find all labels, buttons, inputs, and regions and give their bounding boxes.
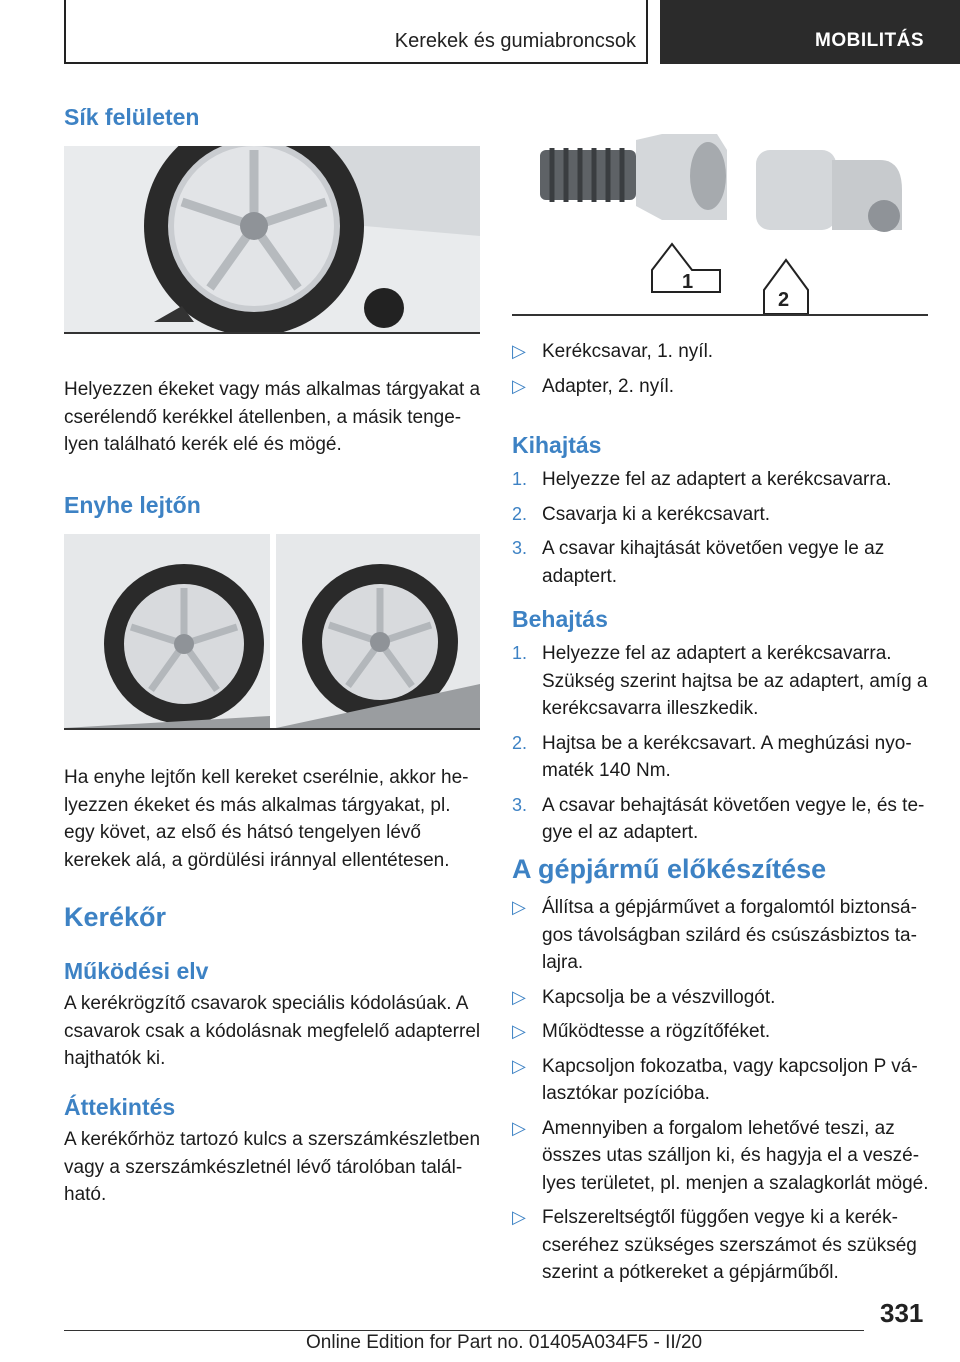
list-item: ▷ Felszereltségtől függően vegye ki a kerékcseréhez szükséges szerszámot és szükség szerint a pótkereket a gépjárműből. <box>512 1204 932 1287</box>
heading-enyhe-lejton: Enyhe lejtőn <box>64 492 201 518</box>
paragraph-sik: Helyezzen ékeket vagy más alkalmas tárgyakat a cserélendő kerékkel átellenben, a másik tengelyen található kerék elé és mögé. <box>64 379 481 455</box>
paragraph-attekintes: A kerékőrhöz tartozó kulcs a szerszámkészletben vagy a szerszámkészletnél lévő tárolóban található. <box>64 1129 481 1205</box>
heading-kihajtas: Kihajtás <box>512 432 602 458</box>
list-item: 3. A csavar behajtását követően vegye le, és tegye el az adaptert. <box>512 794 925 843</box>
triangle-bullet-icon: ▷ <box>512 1055 526 1076</box>
header-section-box <box>64 0 648 64</box>
heading-mukodesi-elv: Működési elv <box>64 958 209 984</box>
parts-list <box>512 338 932 407</box>
list-item: 3. A csavar kihajtását követően vegye le az adaptert. <box>512 538 885 587</box>
wheel-chock-flat-image <box>64 146 480 334</box>
prep-list <box>512 894 932 1294</box>
chapter-title: MOBILITÁS <box>815 30 924 51</box>
heading-kerekor: Kerékőr <box>64 902 167 932</box>
list-item: ▷ Kapcsoljon fokozatba, vagy kapcsoljon P választókar pozícióba. <box>512 1053 932 1108</box>
wheel-chock-slope-image <box>64 534 480 730</box>
list-item: 2. Csavarja ki a kerékcsavart. <box>512 503 771 525</box>
callout-1: 1 <box>682 271 694 293</box>
list-item: ▷ Állítsa a gépjárművet a forgalomtól biztonságos távolságban szilárd és csúszásbiztos talajra. <box>512 894 932 977</box>
triangle-bullet-icon: ▷ <box>512 1117 526 1138</box>
edition-text: Online Edition for Part no. 01405A034F5 - II/20 <box>306 1332 703 1353</box>
triangle-bullet-icon: ▷ <box>512 375 526 396</box>
triangle-bullet-icon: ▷ <box>512 1021 526 1041</box>
list-item: 1. Helyezze fel az adaptert a kerékcsavarra. Szükség szerint hajtsa be az adaptert, amíg a kerékcsavarra illeszkedik. <box>512 643 928 719</box>
kihajtas-steps <box>512 466 932 597</box>
list-item: ▷ Működtesse a rögzítőféket. <box>512 1018 932 1046</box>
list-item: 1. Helyezze fel az adaptert a kerékcsavarra. <box>512 469 892 490</box>
list-item: ▷ Kapcsolja be a vészvillogót. <box>512 984 932 1012</box>
triangle-bullet-icon: ▷ <box>512 341 526 361</box>
paragraph-mukodesi: A kerékrögzítő csavarok speciális kódolásúak. A csavarok csak a kódolásnak megfelelő adapterrel hajthatók ki. <box>64 993 481 1069</box>
section-title: Kerekek és gumiabroncsok <box>394 30 636 52</box>
heading-sik-feluleten: Sík felületen <box>64 104 200 130</box>
list-item: ▷ Amennyiben a forgalom lehetővé teszi, az összes utas szálljon ki, és hagyja el a veszélyes területet, pl. menjen a szalagkorlát mögé. <box>512 1115 932 1198</box>
callout-2: 2 <box>778 289 790 311</box>
triangle-bullet-icon: ▷ <box>512 986 526 1007</box>
lock-bolt-adapter-image <box>512 120 928 316</box>
heading-gepjarmu-elokeszitese: A gépjármű előkészítése <box>512 854 827 884</box>
chapter-tab <box>660 0 960 64</box>
heading-behajtas: Behajtás <box>512 606 608 632</box>
triangle-bullet-icon: ▷ <box>512 897 526 917</box>
paragraph-enyhe: Ha enyhe lejtőn kell kereket cserélnie, akkor helyezzen ékeket és más alkalmas tárgyakat, pl. egy követ, az első és hátsó tengelyen lévő kerekek alá, a gördülési iránnyal ellentétesen. <box>64 767 469 871</box>
list-item: ▷ Kerékcsavar, 1. nyíl. <box>512 338 932 366</box>
list-item: ▷ Adapter, 2. nyíl. <box>512 373 932 401</box>
footer-divider <box>64 1330 864 1331</box>
behajtas-steps <box>512 640 932 854</box>
page-number: 331 <box>880 1298 924 1328</box>
heading-attekintes: Áttekintés <box>64 1094 176 1120</box>
list-item: 2. Hajtsa be a kerékcsavart. A meghúzási nyomaték 140 Nm. <box>512 732 912 781</box>
triangle-bullet-icon: ▷ <box>512 1207 526 1227</box>
